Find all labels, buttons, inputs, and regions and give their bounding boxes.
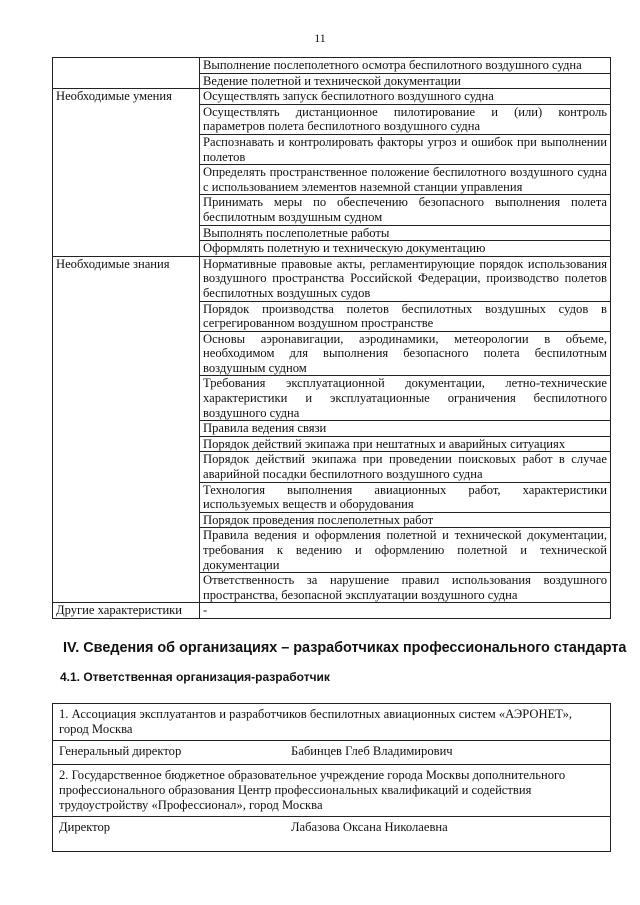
requirement-item: - <box>200 603 611 619</box>
org-role: Генеральный директор <box>59 744 182 758</box>
requirement-item: Порядок действий экипажа при проведении поисковых работ в случае аварийной посадки беспилотного воздушного судна <box>200 452 611 482</box>
row-label: Необходимые умения <box>53 89 200 257</box>
requirement-item: Ответственность за нарушение правил использования воздушного пространства, безопасной эксплуатации воздушного судна <box>200 573 611 603</box>
requirement-item: Порядок производства полетов беспилотных воздушных судов в сегрегированном воздушном пространстве <box>200 301 611 331</box>
row-label: Необходимые знания <box>53 256 200 603</box>
org-name: 1. Ассоциация эксплуатантов и разработчиков беспилотных авиационных систем «АЭРОНЕТ», город Москва <box>53 704 611 741</box>
requirement-item: Основы аэронавигации, аэродинамики, метеорологии в объеме, необходимом для выполнения безопасного полета беспилотным воздушным судном <box>200 331 611 376</box>
org-name-row <box>53 765 611 817</box>
requirement-item: Определять пространственное положение беспилотного воздушного судна с использованием элементов наземной станции управления <box>200 165 611 195</box>
section-heading: IV. Сведения об организациях – разработчиках профессионального стандарта <box>63 640 627 656</box>
requirement-item: Осуществлять дистанционное пилотирование и (или) контроль параметров полета беспилотного воздушного судна <box>200 104 611 134</box>
row-label <box>53 58 200 89</box>
requirement-item: Правила ведения связи <box>200 421 611 437</box>
table-row <box>53 89 611 105</box>
org-role-row <box>53 817 611 852</box>
org-role: Директор <box>59 820 111 834</box>
org-name-row <box>53 704 611 741</box>
requirement-item: Порядок проведения послеполетных работ <box>200 512 611 528</box>
requirement-item: Нормативные правовые акты, регламентирующие порядок использования воздушного пространства Российской Федерации, производство полетов беспилотных воздушных судов <box>200 256 611 301</box>
page-number: 11 <box>314 31 326 45</box>
requirement-item: Осуществлять запуск беспилотного воздушного судна <box>200 89 611 105</box>
org-person: Бабинцев Глеб Владимирович <box>291 744 453 758</box>
requirements-table <box>52 57 611 619</box>
org-name: 2. Государственное бюджетное образовательное учреждение города Москвы дополнительного профессионального образования Центр профессиональных квалификаций и содействия трудоустройству «Профессионал», город Москва <box>53 765 611 817</box>
row-label: Другие характеристики <box>53 603 200 619</box>
org-person: Лабазова Оксана Николаевна <box>291 820 448 834</box>
table-row <box>53 256 611 301</box>
table-row <box>53 603 611 619</box>
subsection-heading: 4.1. Ответственная организация-разработчик <box>60 670 330 684</box>
requirement-item: Распознавать и контролировать факторы угроз и ошибок при выполнении полетов <box>200 134 611 164</box>
requirement-item: Порядок действий экипажа при нештатных и аварийных ситуациях <box>200 436 611 452</box>
organizations-table <box>52 703 611 852</box>
org-role-row <box>53 741 611 765</box>
table-row <box>53 58 611 74</box>
requirement-item: Принимать меры по обеспечению безопасного выполнения полета беспилотным воздушным судном <box>200 195 611 225</box>
requirement-item: Требования эксплуатационной документации, летно-технические характеристики и эксплуатационные ограничения беспилотного воздушного судна <box>200 376 611 421</box>
requirement-item: Ведение полетной и технической документации <box>200 73 611 89</box>
requirement-item: Оформлять полетную и техническую документацию <box>200 241 611 257</box>
requirement-item: Выполнять послеполетные работы <box>200 225 611 241</box>
requirement-item: Правила ведения и оформления полетной и технической документации, требования к ведению и оформлению полетной и технической документации <box>200 528 611 573</box>
requirement-item: Технология выполнения авиационных работ, характеристики используемых веществ и оборудования <box>200 482 611 512</box>
requirement-item: Выполнение послеполетного осмотра беспилотного воздушного судна <box>200 58 611 74</box>
